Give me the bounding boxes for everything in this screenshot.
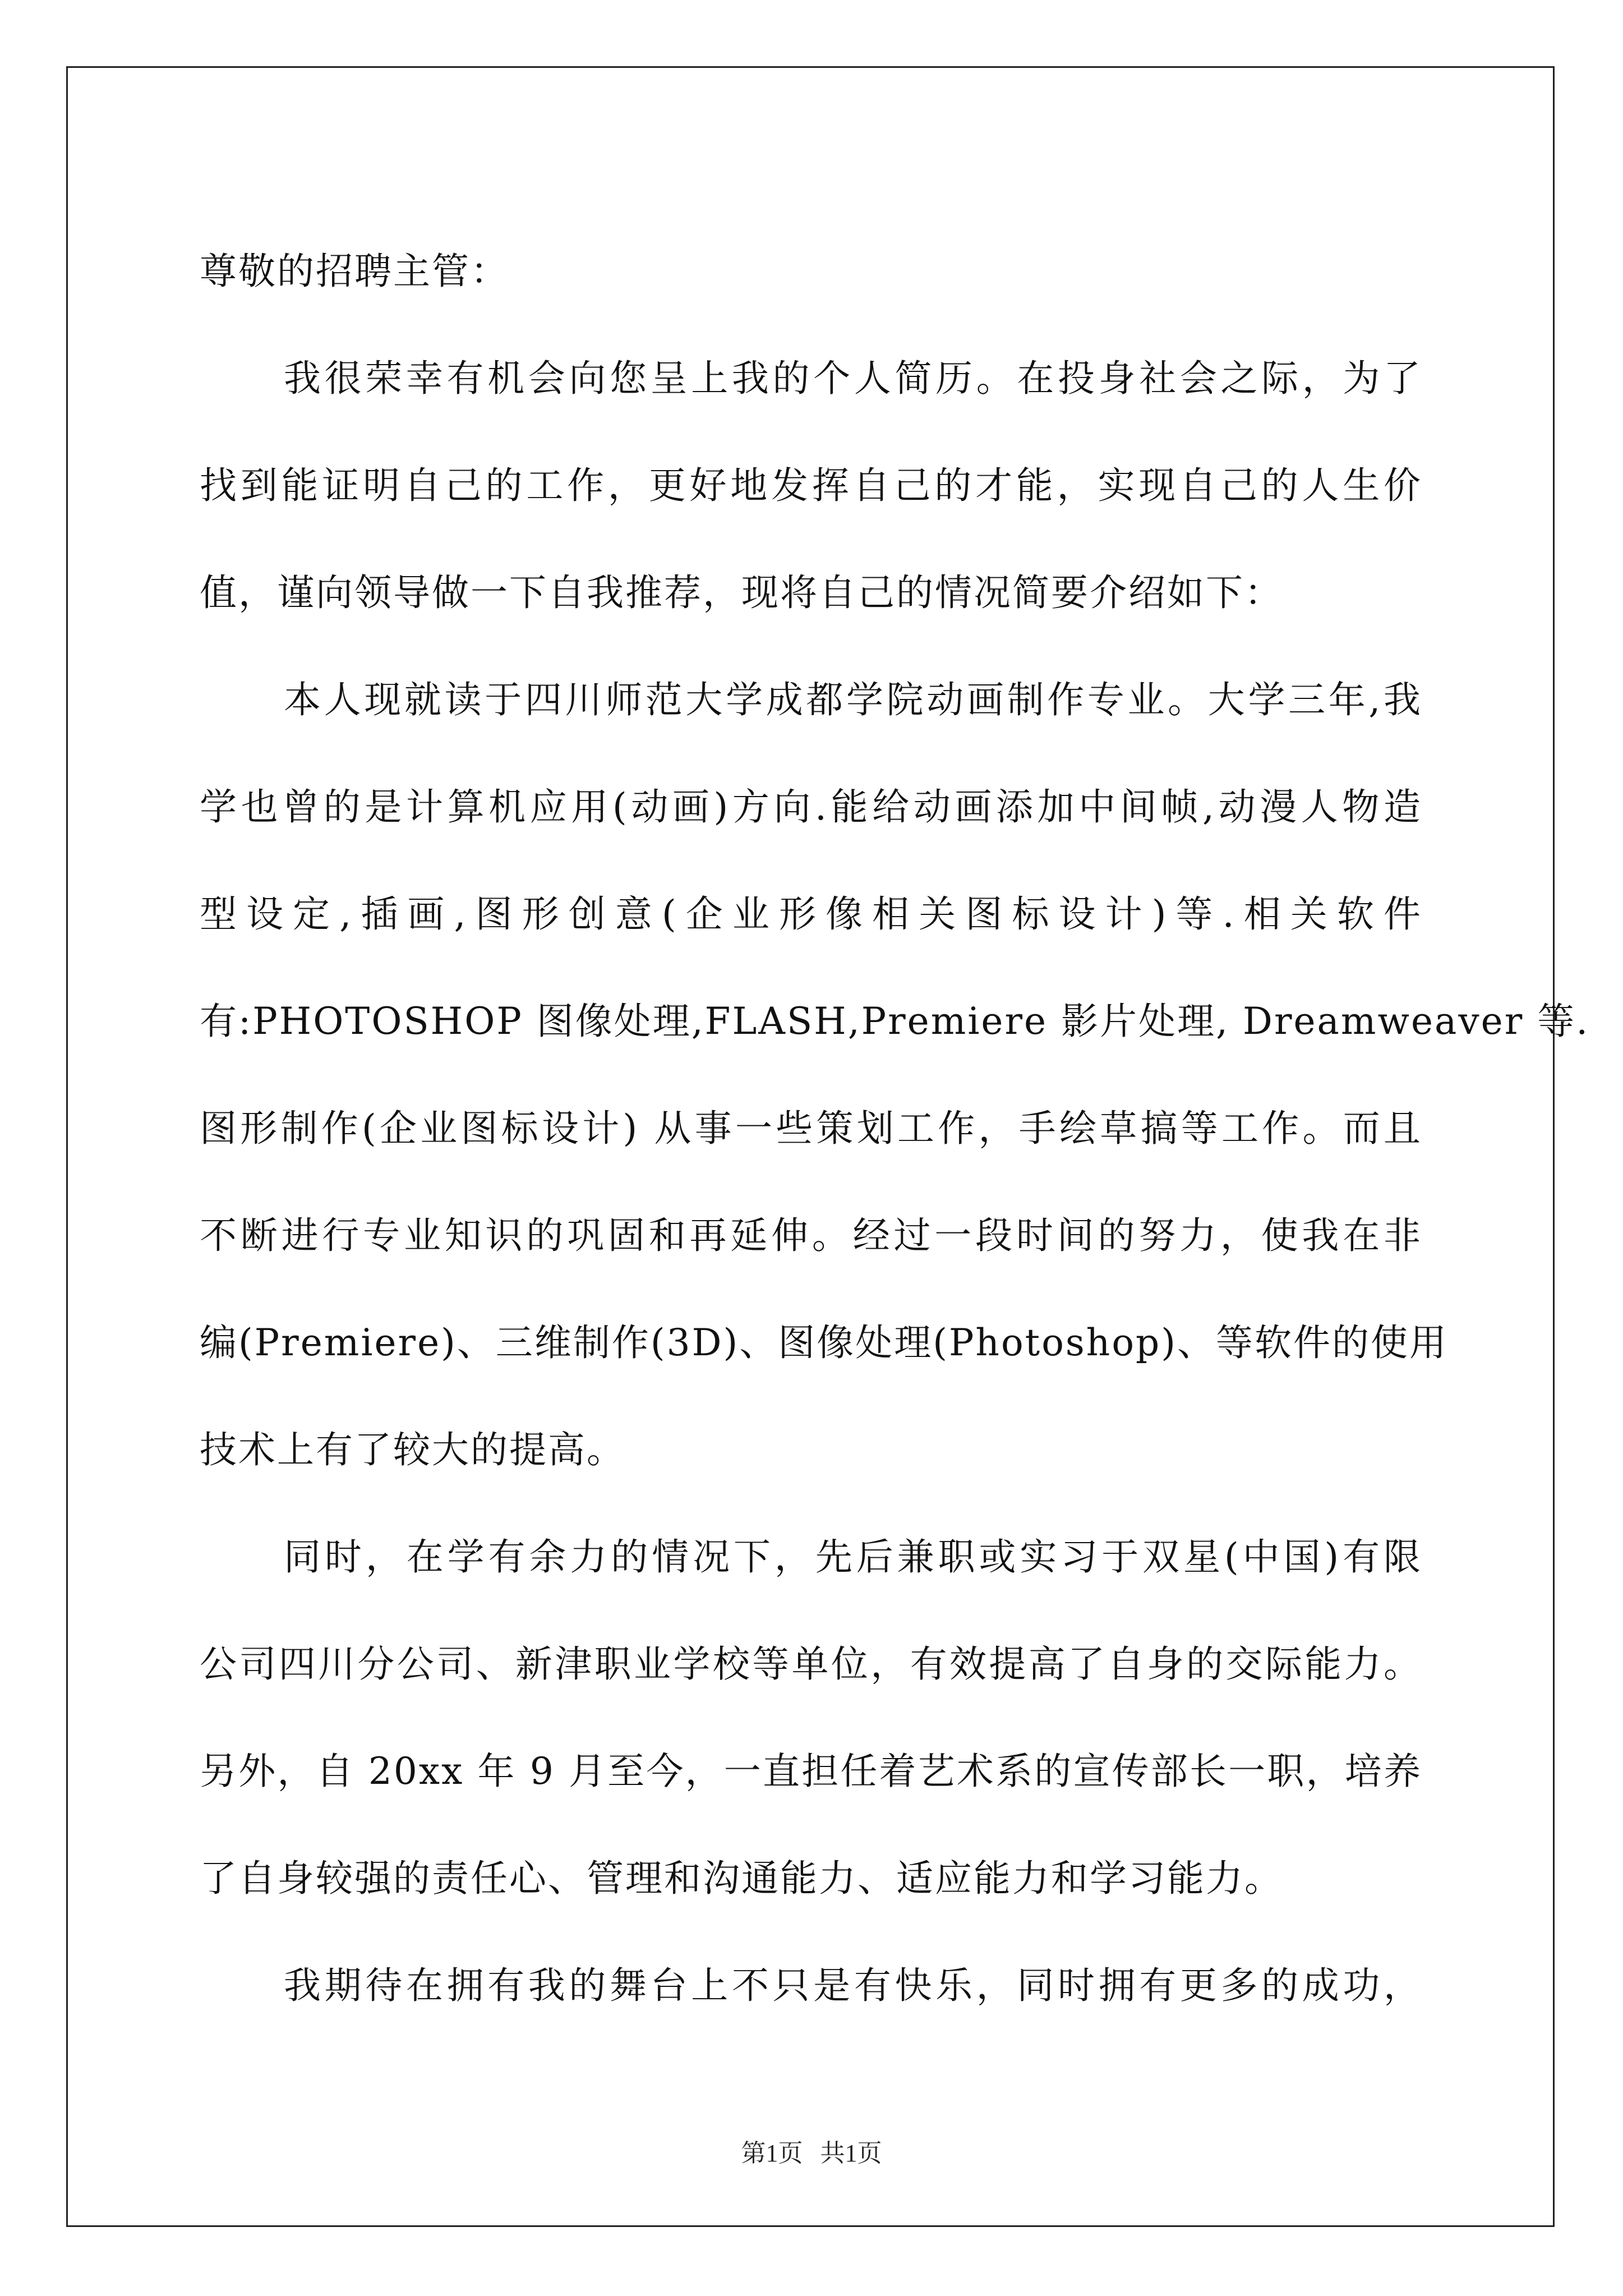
paragraph-1-line-2: 找到能证明自己的工作，更好地发挥自己的才能，实现自己的人生价	[200, 464, 1422, 507]
paragraph-3-line-4: 了自身较强的责任心、管理和沟通能力、适应能力和学习能力。	[200, 1857, 1283, 1900]
paragraph-2-line-4: 有:PHOTOSHOP 图像处理,FLASH,Premiere 影片处理, Dreamweaver 等.	[200, 1000, 1590, 1043]
paragraph-3-line-1: 同时，在学有余力的情况下，先后兼职或实习于双星(中国)有限	[284, 1535, 1422, 1579]
paragraph-3-line-3: 另外，自 20xx 年 9 月至今，一直担任着艺术系的宣传部长一职，培养	[200, 1750, 1422, 1793]
paragraph-2-line-5: 图形制作(企业图标设计) 从事一些策划工作，手绘草搞等工作。而且	[200, 1107, 1422, 1150]
paragraph-2-line-2: 学也曾的是计算机应用(动画)方向.能给动画添加中间帧,动漫人物造	[200, 785, 1422, 829]
page-number-total: 共1页	[820, 2139, 882, 2167]
paragraph-3-line-2: 公司四川分公司、新津职业学校等单位，有效提高了自身的交际能力。	[200, 1642, 1422, 1686]
letter-body	[200, 218, 1590, 2039]
paragraph-2-line-3: 型设定,插画,图形创意(企业形像相关图标设计)等.相关软件	[200, 892, 1422, 936]
salutation: 尊敬的招聘主管：	[200, 250, 509, 293]
paragraph-2-line-7: 编(Premiere)、三维制作(3D)、图像处理(Photoshop)、等软件的使用	[200, 1321, 1449, 1364]
paragraph-1-line-1: 我很荣幸有机会向您呈上我的个人简历。在投身社会之际，为了	[284, 357, 1422, 400]
paragraph-2-line-1: 本人现就读于四川师范大学成都学院动画制作专业。大学三年,我	[284, 678, 1422, 721]
page-footer	[0, 2133, 1623, 2169]
paragraph-1-line-3: 值，谨向领导做一下自我推荐，现将自己的情况简要介绍如下：	[200, 571, 1283, 614]
paragraph-2-line-6: 不断进行专业知识的巩固和再延伸。经过一段时间的努力，使我在非	[200, 1214, 1422, 1257]
paragraph-4-line-1: 我期待在拥有我的舞台上不只是有快乐，同时拥有更多的成功，	[284, 1964, 1422, 2007]
paragraph-2-line-8: 技术上有了较大的提高。	[200, 1428, 625, 1471]
page-number-current: 第1页	[741, 2139, 803, 2167]
